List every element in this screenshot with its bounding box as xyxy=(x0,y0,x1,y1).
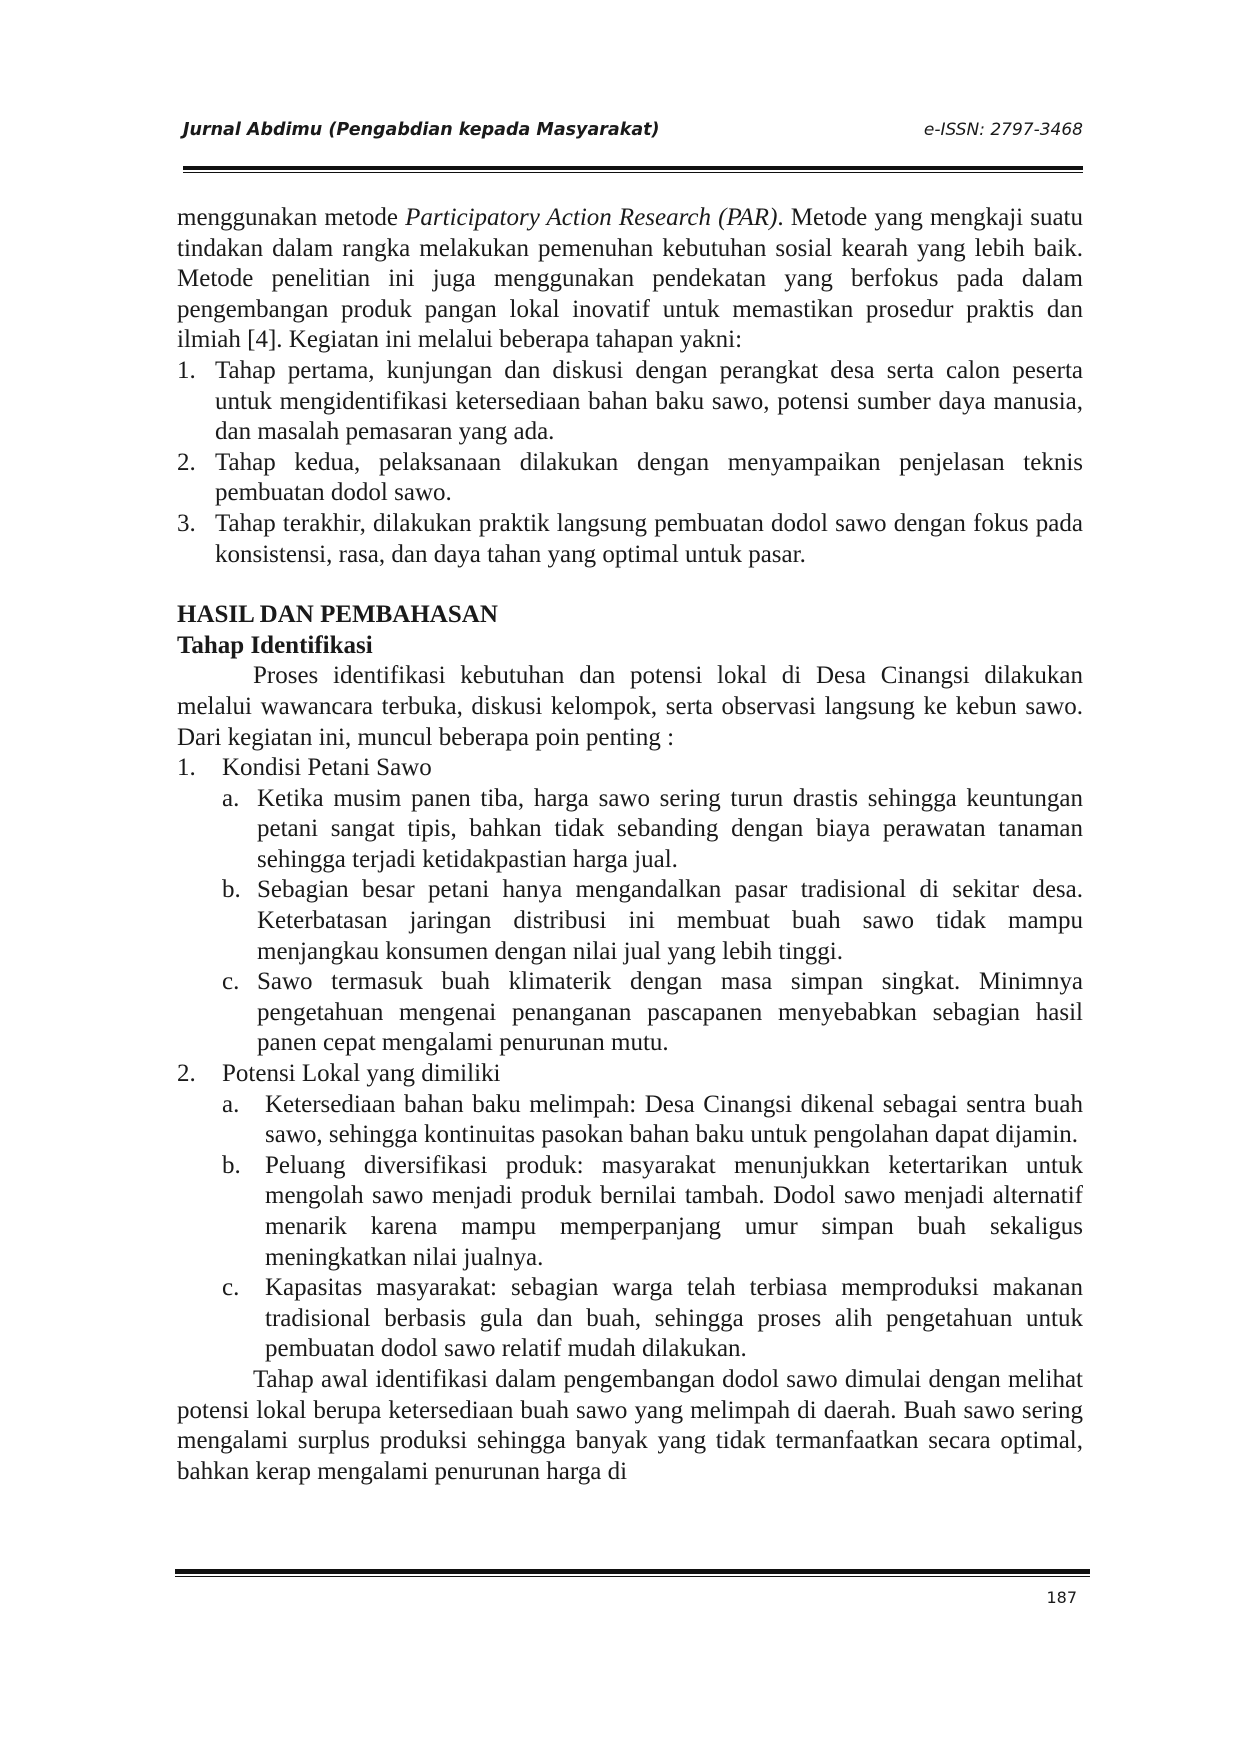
list-item-title: Potensi Lokal yang dimiliki xyxy=(222,1060,501,1088)
list-item: a. Ketika musim panen tiba, harga sawo sering turun drastis sehingga keuntungan petani sangat tipis, bahkan tidak sebanding dengan biaya perawatan tanaman sehingga terjadi ketidakpastian harga jual. xyxy=(222,784,1083,873)
list-item: b. Sebagian besar petani hanya mengandalkan pasar tradisional di sekitar desa. Keterbatasan jaringan distribusi ini membuat buah sawo tidak mampu menjangkau konsumen dengan nilai jual yang lebih tinggi. xyxy=(222,876,1083,965)
list-item: 3. Tahap terakhir, dilakukan praktik langsung pembuatan dodol sawo dengan fokus pada konsistensi, rasa, dan daya tahan yang optimal untuk pasar. xyxy=(177,509,1083,568)
list-item: 1. Tahap pertama, kunjungan dan diskusi dengan perangkat desa serta calon peserta untuk mengidentifikasi ketersediaan bahan baku sawo, potensi sumber daya manusia, dan masalah pemasaran yang ada. xyxy=(177,356,1083,446)
header-rule-thin xyxy=(183,172,1083,173)
list-item: c. Kapasitas masyarakat: sebagian warga telah terbiasa memproduksi makanan tradisional berbasis gula dan buah, sehingga proses alih pengetahuan untuk pembuatan dodol sawo relatif mudah dilakukan. xyxy=(222,1274,1083,1363)
list-item-title: Kondisi Petani Sawo xyxy=(222,754,432,782)
footer-rule xyxy=(175,1569,1090,1574)
page-body xyxy=(177,203,1083,1487)
intro-paragraph: menggunakan metode Participatory Action Research (PAR). Metode yang mengkaji suatu tindakan dalam rangka melakukan pemenuhan kebutuhan sosial kearah yang lebih baik. Metode penelitian ini juga menggunakan pendekatan yang berfokus pada dalam pengembangan produk pangan lokal inovatif untuk memastikan prosedur praktis dan ilmiah [4]. Kegiatan ini melalui beberapa tahapan yakni: xyxy=(177,204,1084,354)
findings-list-2 xyxy=(177,1059,1083,1090)
list-item: 2. Tahap kedua, pelaksanaan dilakukan dengan menyampaikan penjelasan teknis pembuatan dodol sawo. xyxy=(177,448,1083,507)
header-rule xyxy=(183,166,1083,170)
issn-label: e-ISSN: 2797-3468 xyxy=(923,120,1083,140)
journal-title: Jurnal Abdimu (Pengabdian kepada Masyarakat) xyxy=(183,120,660,140)
list-item: 2. Potensi Lokal yang dimiliki xyxy=(177,1060,501,1088)
running-header xyxy=(183,108,1083,148)
footer-rule-thin xyxy=(175,1576,1090,1577)
method-name: Participatory Action Research (PAR) xyxy=(405,204,778,231)
subsection-heading: Tahap Identifikasi xyxy=(177,631,373,659)
findings-list xyxy=(177,753,1083,784)
body-paragraph: Proses identifikasi kebutuhan dan potensi lokal di Desa Cinangsi dilakukan melalui wawancara terbuka, diskusi kelompok, serta observasi langsung ke kebun sawo. Dari kegiatan ini, muncul beberapa poin penting : xyxy=(177,662,1083,751)
list-item: c. Sawo termasuk buah klimaterik dengan masa simpan singkat. Minimnya pengetahuan mengenai penanganan pascapanen menyebabkan sebagian hasil panen cepat mengalami penurunan mutu. xyxy=(222,968,1083,1057)
body-paragraph: Tahap awal identifikasi dalam pengembangan dodol sawo dimulai dengan melihat potensi lokal berupa ketersediaan buah sawo yang melimpah di daerah. Buah sawo sering mengalami surplus produksi sehingga banyak yang tidak termanfaatkan secara optimal, bahkan kerap mengalami penurunan harga di xyxy=(177,1365,1083,1485)
list-item: a. Ketersediaan bahan baku melimpah: Desa Cinangsi dikenal sebagai sentra buah sawo, sehingga kontinuitas pasokan bahan baku untuk pengolahan dapat dijamin. xyxy=(222,1090,1083,1149)
list-item: 1. Kondisi Petani Sawo xyxy=(177,754,432,782)
sublist-local-potential xyxy=(177,1090,1083,1365)
sublist-farmer-conditions xyxy=(177,784,1083,1059)
list-item: b. Peluang diversifikasi produk: masyarakat menunjukkan ketertarikan untuk mengolah sawo menjadi produk bernilai tambah. Dodol sawo menjadi alternatif menarik karena mampu memperpanjang umur simpan buah sekaligus meningkatkan nilai jualnya. xyxy=(222,1151,1083,1271)
page-number: 187 xyxy=(1046,1588,1077,1607)
section-heading: HASIL DAN PEMBAHASAN xyxy=(177,601,498,629)
stages-list xyxy=(177,356,1083,570)
